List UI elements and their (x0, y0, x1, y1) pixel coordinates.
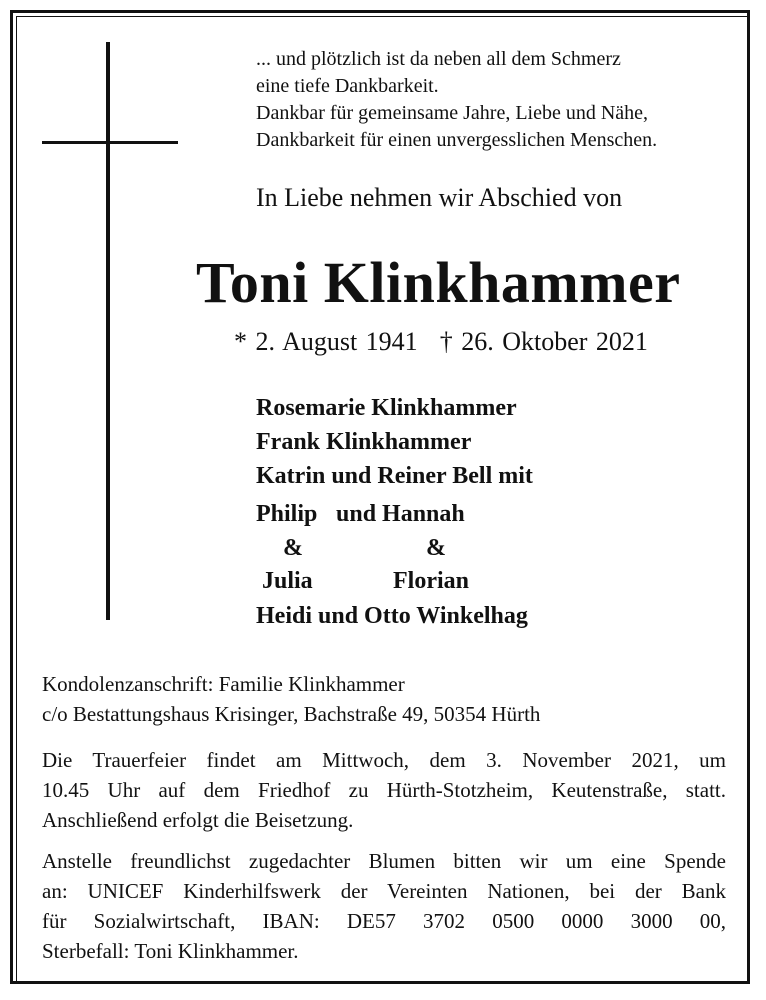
condolence-address (42, 669, 726, 729)
cross-icon-bar (42, 141, 178, 144)
poem-line: eine tiefe Dankbarkeit. (256, 75, 439, 97)
donation-line: Sterbefall: Toni Klinkhammer. (42, 939, 299, 963)
grandchild-name: und Hannah (336, 501, 465, 527)
donation-paragraph (42, 846, 726, 966)
ceremony-paragraph (42, 745, 726, 835)
ampersand: & (426, 535, 446, 561)
death-date: † 26. Oktober 2021 (439, 327, 648, 356)
ceremony-line: 10.45 Uhr auf dem Friedhof zu Hürth-Stotzheim, Keutenstraße, statt. (42, 778, 726, 802)
life-dates (234, 327, 648, 357)
mourner-name: Frank Klinkhammer (256, 429, 472, 455)
deceased-name: Toni Klinkhammer (196, 250, 681, 315)
donation-line: an: UNICEF Kinderhilfswerk der Vereinten Nationen, bei der Bank (42, 879, 726, 903)
mourner-name: Heidi und Otto Winkelhag (256, 603, 528, 629)
poem-line: Dankbar für gemeinsame Jahre, Liebe und Nähe, (256, 102, 649, 124)
inner-frame (16, 16, 750, 982)
condolence-line: Kondolenzanschrift: Familie Klinkhammer (42, 672, 405, 696)
poem-line: ... und plötzlich ist da neben all dem Schmerz (256, 48, 621, 70)
ceremony-line: Anschließend erfolgt die Beisetzung. (42, 808, 354, 832)
poem (256, 46, 657, 154)
grandchild-name: Julia (262, 568, 313, 594)
birth-date: * 2. August 1941 (234, 327, 418, 356)
donation-line: für Sozialwirtschaft, IBAN: DE57 3702 0500 0000 3000 00, (42, 909, 726, 933)
donation-line: Anstelle freundlichst zugedachter Blumen bitten wir um eine Spende (42, 849, 726, 873)
mourner-name: Katrin und Reiner Bell mit (256, 463, 533, 489)
ampersand: & (283, 535, 303, 561)
intro-text: In Liebe nehmen wir Abschied von (256, 183, 623, 212)
mourner-name: Rosemarie Klinkhammer (256, 395, 517, 421)
cross-icon (106, 42, 110, 620)
poem-line: Dankbarkeit für einen unvergesslichen Menschen. (256, 129, 658, 151)
ceremony-line: Die Trauerfeier findet am Mittwoch, dem 3. November 2021, um (42, 748, 726, 772)
grandchild-name: Philip (256, 501, 318, 527)
grandchild-name: Florian (393, 568, 469, 594)
condolence-line: c/o Bestattungshaus Krisinger, Bachstraße 49, 50354 Hürth (42, 702, 541, 726)
